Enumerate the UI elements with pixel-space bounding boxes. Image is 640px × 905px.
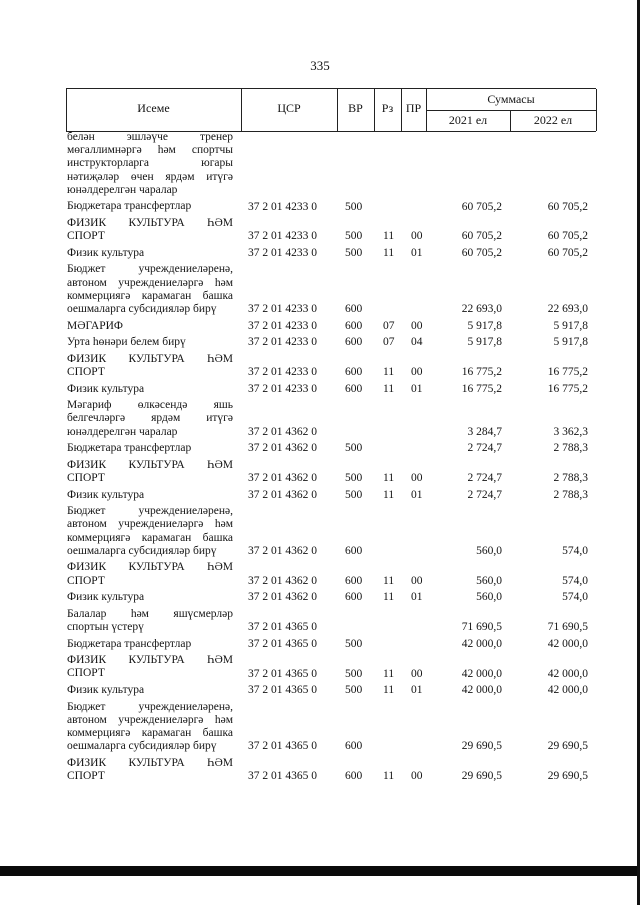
row-name-line: Бюджетара трансфертлар — [67, 637, 192, 650]
row-name — [67, 200, 233, 213]
row-csr: 37 2 01 4362 0 — [248, 472, 317, 485]
row-rz: 11 — [383, 684, 395, 697]
row-name-line: ФИЗИК КУЛЬТУРА ҺӘМ — [67, 352, 233, 365]
row-name — [67, 247, 233, 260]
row-csr: 37 2 01 4233 0 — [248, 230, 317, 243]
row-pr: 01 — [411, 591, 423, 604]
row-name-line: Бюджет учреждениеләренә, — [67, 263, 233, 276]
row-csr: 37 2 01 4362 0 — [248, 442, 317, 455]
row-vr: 500 — [345, 684, 363, 697]
row-name-line: ФИЗИК КУЛЬТУРА ҺӘМ — [67, 458, 233, 471]
row-sum-2021: 2 724,7 — [467, 442, 502, 455]
header-csr: ЦСР — [277, 101, 301, 115]
header-vr: ВР — [348, 101, 363, 115]
row-csr: 37 2 01 4362 0 — [248, 488, 317, 501]
table-row — [0, 684, 640, 697]
row-name — [67, 399, 233, 439]
row-sum-2022: 42 000,0 — [547, 637, 588, 650]
row-csr: 37 2 01 4365 0 — [248, 621, 317, 634]
row-sum-2022: 574,0 — [562, 574, 588, 587]
table-row — [0, 591, 640, 604]
row-name-line: белгечләргә ярдәм итүгә — [67, 412, 233, 425]
header-rz: Рз — [381, 101, 394, 115]
row-name-line: коммерциягә карамаган башка — [67, 289, 233, 302]
row-csr: 37 2 01 4362 0 — [248, 425, 317, 438]
row-rz: 11 — [383, 472, 395, 485]
row-name-line: ФИЗИК КУЛЬТУРА ҺӘМ — [67, 654, 233, 667]
row-name-line: СПОРТ — [67, 230, 105, 243]
row-sum-2021: 560,0 — [476, 591, 502, 604]
row-name — [67, 353, 233, 379]
row-csr: 37 2 01 4233 0 — [248, 319, 317, 332]
row-pr: 00 — [411, 770, 423, 783]
row-vr: 600 — [345, 591, 363, 604]
row-name-line: Бюджетара трансфертлар — [67, 200, 192, 213]
row-vr: 600 — [345, 544, 363, 557]
table-row — [0, 757, 640, 783]
row-rz: 07 — [383, 336, 395, 349]
table-header — [66, 88, 596, 132]
row-csr: 37 2 01 4365 0 — [248, 740, 317, 753]
row-name — [67, 654, 233, 680]
row-rz: 11 — [383, 488, 395, 501]
row-sum-2021: 60 705,2 — [461, 230, 502, 243]
row-rz: 11 — [383, 366, 395, 379]
row-sum-2022: 29 690,5 — [547, 770, 588, 783]
row-name-line: СПОРТ — [67, 471, 105, 484]
row-vr: 500 — [345, 442, 363, 455]
row-vr: 600 — [345, 319, 363, 332]
row-pr: 00 — [411, 472, 423, 485]
header-2022: 2022 ел — [533, 113, 573, 127]
row-rz: 11 — [383, 230, 395, 243]
row-vr: 600 — [345, 574, 363, 587]
row-sum-2022: 60 705,2 — [547, 230, 588, 243]
row-pr: 00 — [411, 319, 423, 332]
row-rz: 11 — [383, 667, 395, 680]
table-row — [0, 247, 640, 260]
row-sum-2021: 3 284,7 — [467, 425, 502, 438]
row-rz: 11 — [383, 574, 395, 587]
row-vr: 600 — [345, 366, 363, 379]
row-name-line: ФИЗИК КУЛЬТУРА ҺӘМ — [67, 561, 233, 574]
row-vr: 500 — [345, 637, 363, 650]
row-name-line: белән эшләүче тренер — [67, 131, 233, 143]
row-sum-2021: 16 775,2 — [461, 382, 502, 395]
row-name-line: Бюджет учреждениеләренә, — [67, 700, 233, 713]
row-rz: 11 — [383, 382, 395, 395]
row-sum-2021: 2 724,7 — [467, 488, 502, 501]
row-sum-2022: 22 693,0 — [547, 303, 588, 316]
row-vr: 500 — [345, 246, 363, 259]
row-name-line: коммерциягә карамаган башка — [67, 531, 233, 544]
table-row — [0, 131, 640, 197]
row-name-line: Физик культура — [67, 684, 145, 696]
table-row — [0, 263, 640, 316]
row-name-line: автоном учреждениеләргә һәм — [67, 276, 233, 289]
row-name — [67, 608, 233, 634]
row-csr: 37 2 01 4233 0 — [248, 382, 317, 395]
row-csr: 37 2 01 4365 0 — [248, 770, 317, 783]
row-name-line: нәтиҗәләр өчен ярдәм итүгә — [67, 170, 233, 183]
row-csr: 37 2 01 4233 0 — [248, 246, 317, 259]
table-row — [0, 459, 640, 485]
row-name-line: Бюджетара трансфертлар — [67, 442, 192, 455]
row-csr: 37 2 01 4365 0 — [248, 637, 317, 650]
row-name-line: автоном учреждениеләргә һәм — [67, 518, 233, 531]
row-sum-2021: 29 690,5 — [461, 770, 502, 783]
row-name — [67, 489, 233, 502]
row-name — [67, 505, 233, 558]
row-sum-2022: 3 362,3 — [553, 425, 588, 438]
row-csr: 37 2 01 4362 0 — [248, 591, 317, 604]
row-name-line: Физик культура — [67, 488, 145, 501]
row-name-line: оешмаларга субсидияләр бирү — [67, 544, 217, 557]
row-csr: 37 2 01 4233 0 — [248, 336, 317, 349]
row-name — [67, 336, 233, 349]
row-name-line: СПОРТ — [67, 365, 105, 378]
header-sums: Суммасы — [487, 92, 535, 106]
row-rz: 11 — [383, 246, 395, 259]
row-sum-2022: 5 917,8 — [553, 336, 588, 349]
row-sum-2021: 42 000,0 — [461, 667, 502, 680]
row-name — [67, 263, 233, 316]
row-name-line: коммерциягә карамаган башка — [67, 726, 233, 739]
row-sum-2021: 5 917,8 — [467, 336, 502, 349]
row-csr: 37 2 01 4362 0 — [248, 544, 317, 557]
row-name-line: СПОРТ — [67, 769, 105, 782]
row-name — [67, 442, 233, 455]
table-row — [0, 505, 640, 558]
table-row — [0, 442, 640, 455]
row-sum-2022: 29 690,5 — [547, 740, 588, 753]
row-vr: 500 — [345, 488, 363, 501]
row-rz: 11 — [383, 770, 395, 783]
row-name-line: автоном учреждениеләргә һәм — [67, 713, 233, 726]
row-csr: 37 2 01 4365 0 — [248, 684, 317, 697]
table-row — [0, 383, 640, 396]
row-name-line: Урта һөнәри белем бирү — [67, 336, 186, 349]
row-sum-2022: 2 788,3 — [553, 472, 588, 485]
row-sum-2021: 22 693,0 — [461, 303, 502, 316]
row-sum-2022: 42 000,0 — [547, 667, 588, 680]
row-sum-2021: 560,0 — [476, 544, 502, 557]
row-name-line: Бюджет учреждениеләренә, — [67, 505, 233, 518]
row-name — [67, 638, 233, 651]
table-row — [0, 654, 640, 680]
row-pr: 01 — [411, 246, 423, 259]
table-row — [0, 336, 640, 349]
row-sum-2022: 16 775,2 — [547, 382, 588, 395]
table-row — [0, 701, 640, 754]
row-name — [67, 459, 233, 485]
row-name-line: СПОРТ — [67, 667, 105, 680]
row-sum-2021: 71 690,5 — [461, 621, 502, 634]
row-vr: 600 — [345, 382, 363, 395]
row-name — [67, 320, 233, 333]
row-pr: 00 — [411, 574, 423, 587]
row-vr: 600 — [345, 303, 363, 316]
row-sum-2021: 42 000,0 — [461, 684, 502, 697]
row-name — [67, 561, 233, 587]
row-name-line: Физик культура — [67, 382, 145, 395]
row-name-line: оешмаларга субсидияләр бирү — [67, 740, 217, 753]
row-name-line: юнәлдерелгән чаралар — [67, 425, 178, 438]
row-sum-2021: 42 000,0 — [461, 637, 502, 650]
row-name — [67, 684, 233, 697]
header-2021: 2021 ел — [448, 113, 488, 127]
row-sum-2021: 16 775,2 — [461, 366, 502, 379]
row-sum-2022: 60 705,2 — [547, 246, 588, 259]
row-name-line: юнәлдерелгән чаралар — [67, 183, 178, 196]
row-pr: 01 — [411, 684, 423, 697]
row-rz: 07 — [383, 319, 395, 332]
table-row — [0, 561, 640, 587]
row-sum-2022: 574,0 — [562, 544, 588, 557]
row-sum-2022: 574,0 — [562, 591, 588, 604]
row-name-line: мөгаллимнәргә һәм спортчы — [67, 144, 233, 157]
row-name — [67, 701, 233, 754]
row-sum-2022: 42 000,0 — [547, 684, 588, 697]
row-name — [67, 383, 233, 396]
table-row — [0, 217, 640, 243]
row-csr: 37 2 01 4233 0 — [248, 303, 317, 316]
row-pr: 00 — [411, 230, 423, 243]
row-sum-2022: 2 788,3 — [553, 488, 588, 501]
table-row — [0, 320, 640, 333]
row-sum-2021: 60 705,2 — [461, 200, 502, 213]
row-vr: 600 — [345, 336, 363, 349]
row-rz: 11 — [383, 591, 395, 604]
row-sum-2021: 560,0 — [476, 574, 502, 587]
row-sum-2022: 16 775,2 — [547, 366, 588, 379]
row-sum-2021: 60 705,2 — [461, 246, 502, 259]
page-number: 335 — [310, 58, 330, 73]
row-pr: 01 — [411, 488, 423, 501]
row-vr: 600 — [345, 740, 363, 753]
table-row — [0, 200, 640, 213]
row-sum-2021: 5 917,8 — [467, 319, 502, 332]
row-csr: 37 2 01 4365 0 — [248, 667, 317, 680]
row-vr: 500 — [345, 472, 363, 485]
row-vr: 500 — [345, 200, 363, 213]
row-pr: 01 — [411, 382, 423, 395]
row-sum-2022: 60 705,2 — [547, 200, 588, 213]
row-vr: 500 — [345, 230, 363, 243]
row-name — [67, 217, 233, 243]
row-name-line: инструкторларга югары — [67, 157, 233, 170]
row-name — [67, 757, 233, 783]
row-pr: 04 — [411, 336, 423, 349]
header-border-right — [596, 89, 597, 131]
row-name-line: СПОРТ — [67, 574, 105, 587]
row-sum-2022: 5 917,8 — [553, 319, 588, 332]
row-name — [67, 131, 233, 197]
row-name-line: спортын үстерү — [67, 620, 144, 633]
row-name-line: ФИЗИК КУЛЬТУРА ҺӘМ — [67, 217, 233, 229]
row-csr: 37 2 01 4233 0 — [248, 200, 317, 213]
row-name-line: Мәгариф өлкәсендә яшь — [67, 399, 233, 412]
row-pr: 00 — [411, 366, 423, 379]
table-row — [0, 353, 640, 379]
row-name-line: ФИЗИК КУЛЬТУРА ҺӘМ — [67, 756, 233, 769]
row-csr: 37 2 01 4362 0 — [248, 574, 317, 587]
row-sum-2021: 2 724,7 — [467, 472, 502, 485]
row-name-line: Физик культура — [67, 246, 145, 259]
row-csr: 37 2 01 4233 0 — [248, 366, 317, 379]
row-sum-2022: 71 690,5 — [547, 621, 588, 634]
row-sum-2022: 2 788,3 — [553, 442, 588, 455]
table-row — [0, 638, 640, 651]
row-name — [67, 591, 233, 604]
table-row — [0, 399, 640, 439]
row-name-line: МӘГАРИФ — [67, 319, 124, 332]
table-row — [0, 489, 640, 502]
row-name-line: оешмаларга субсидияләр бирү — [67, 302, 217, 315]
row-vr: 600 — [345, 770, 363, 783]
table-row — [0, 608, 640, 634]
row-pr: 00 — [411, 667, 423, 680]
row-sum-2021: 29 690,5 — [461, 740, 502, 753]
row-name-line: Балалар һәм яшүсмерләр — [67, 607, 233, 620]
header-pr: ПР — [405, 101, 422, 115]
row-name-line: Физик культура — [67, 591, 145, 604]
header-name: Исеме — [137, 101, 170, 115]
scan-bottom-edge — [0, 866, 640, 876]
row-vr: 500 — [345, 667, 363, 680]
